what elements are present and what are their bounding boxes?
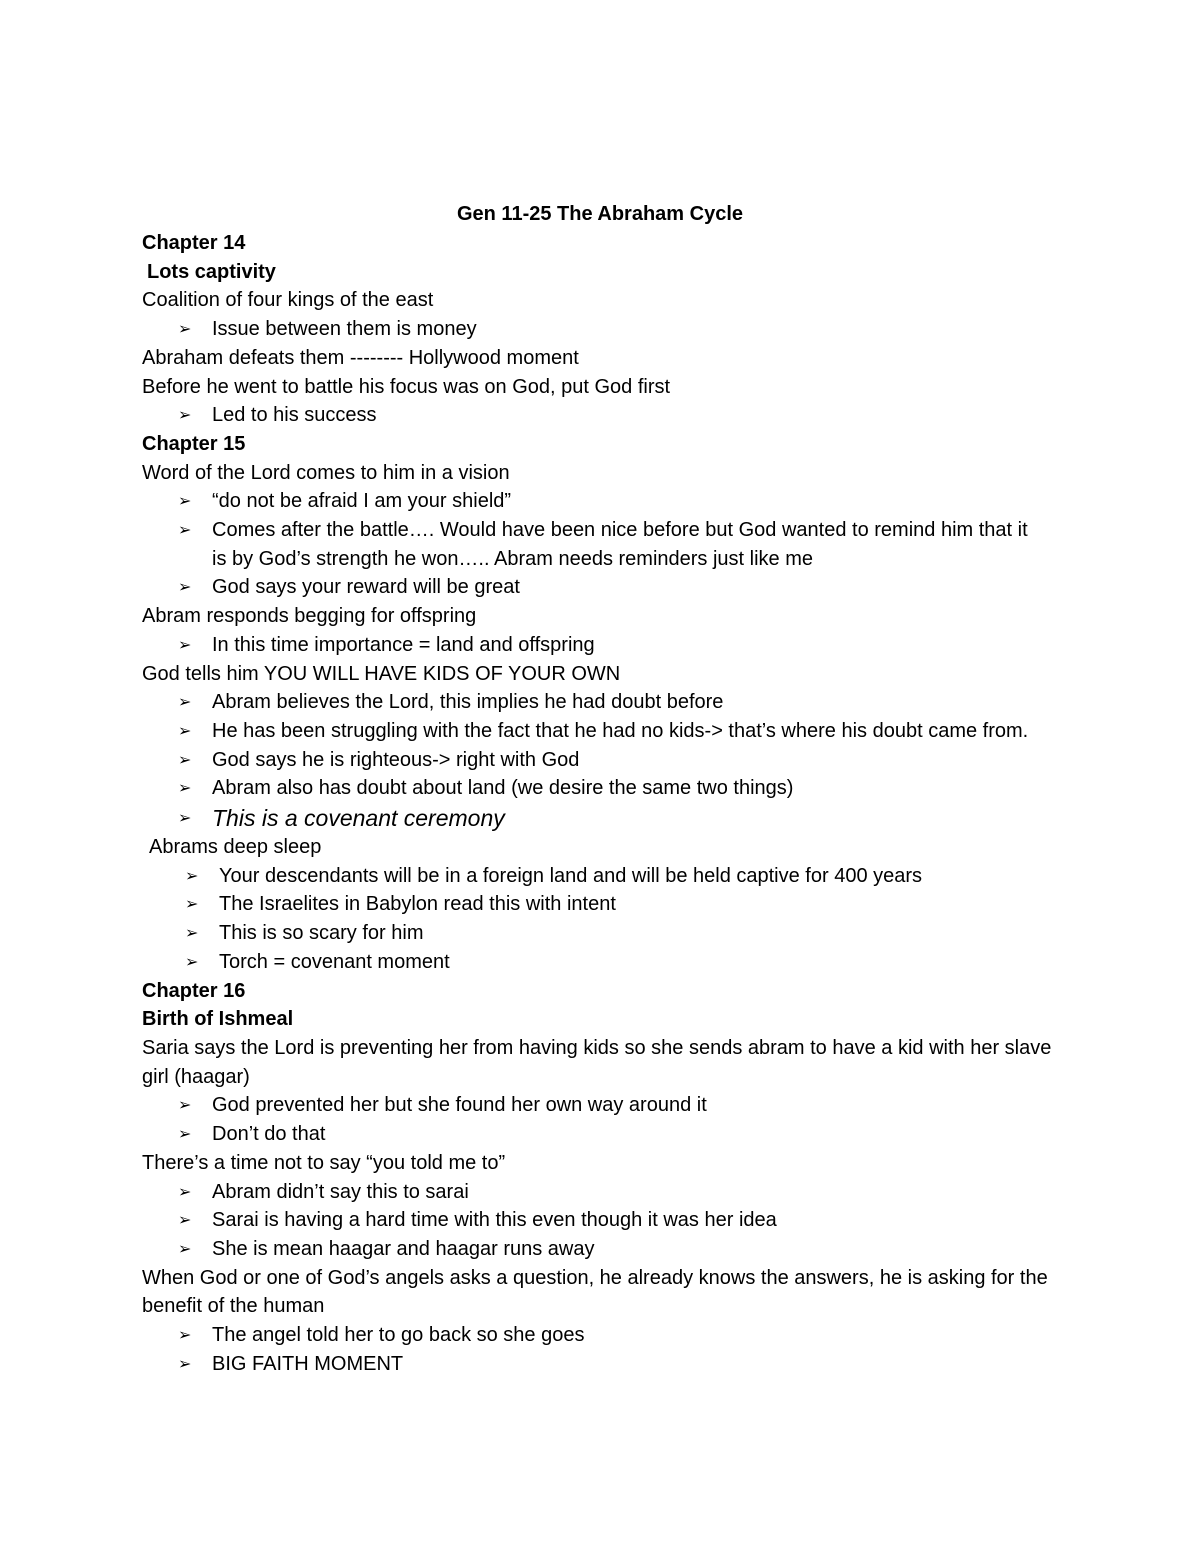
arrow-bullet-icon: ➢ xyxy=(178,1325,192,1345)
bullet-item: ➢ He has been struggling with the fact that he had no kids-> that’s where his doubt came from. xyxy=(142,717,1042,746)
bullet-item: ➢ Your descendants will be in a foreign land and will be held captive for 400 years xyxy=(142,862,1102,891)
arrow-bullet-icon: ➢ xyxy=(185,894,199,914)
arrow-bullet-icon: ➢ xyxy=(178,1238,192,1258)
text-paragraph: Saria says the Lord is preventing her from having kids so she sends abram to have a kid with her slave girl (haagar) xyxy=(142,1036,1052,1088)
arrow-bullet-icon: ➢ xyxy=(178,808,192,828)
arrow-bullet-icon: ➢ xyxy=(178,577,192,597)
bullet-item-emphasis: ➢ This is a covenant ceremony xyxy=(178,805,505,832)
document-page xyxy=(142,199,1102,1378)
bullet-item: ➢ The angel told her to go back so she goes xyxy=(142,1321,1102,1350)
bullet-item: ➢ Abram believes the Lord, this implies he had doubt before xyxy=(142,688,1102,717)
arrow-bullet-icon: ➢ xyxy=(178,1124,192,1144)
arrow-bullet-icon: ➢ xyxy=(178,1210,192,1230)
chapter-16-heading: Chapter 16 xyxy=(142,979,246,1002)
arrow-bullet-icon: ➢ xyxy=(185,923,199,943)
arrow-bullet-icon: ➢ xyxy=(178,720,192,740)
bullet-item: ➢ “do not be afraid I am your shield” xyxy=(142,487,1102,516)
bullet-item: ➢ Comes after the battle…. Would have been nice before but God wanted to remind him that it is by God’s strength he won….. Abram needs reminders just like me xyxy=(142,516,1042,573)
arrow-bullet-icon: ➢ xyxy=(178,1353,192,1373)
bullet-item: ➢ The Israelites in Babylon read this with intent xyxy=(142,890,1102,919)
text-line: Coalition of four kings of the east xyxy=(142,289,434,312)
bullet-item: ➢ God says he is righteous-> right with God xyxy=(142,746,1102,775)
arrow-bullet-icon: ➢ xyxy=(185,865,199,885)
arrow-bullet-icon: ➢ xyxy=(185,951,199,971)
chapter-14-heading: Chapter 14 xyxy=(142,232,246,254)
bullet-item: ➢ She is mean haagar and haagar runs away xyxy=(142,1235,1102,1264)
text-line: There’s a time not to say “you told me to” xyxy=(142,1151,506,1174)
arrow-bullet-icon: ➢ xyxy=(178,319,192,339)
bullet-item: ➢ Led to his success xyxy=(142,401,1102,430)
bullet-item: ➢ Issue between them is money xyxy=(142,315,1102,344)
arrow-bullet-icon: ➢ xyxy=(178,491,192,511)
bullet-item: ➢ Abram didn’t say this to sarai xyxy=(142,1178,1102,1207)
arrow-bullet-icon: ➢ xyxy=(178,749,192,769)
text-line: Abrams deep sleep xyxy=(149,836,322,859)
text-line: Before he went to battle his focus was on God, put God first xyxy=(142,375,671,398)
bullet-item: ➢ Sarai is having a hard time with this even though it was her idea xyxy=(142,1206,1102,1235)
bullet-item: ➢ Torch = covenant moment xyxy=(142,948,1102,977)
chapter-15-heading: Chapter 15 xyxy=(142,432,246,455)
arrow-bullet-icon: ➢ xyxy=(178,405,192,425)
text-line: Word of the Lord comes to him in a vision xyxy=(142,461,510,484)
bullet-item: ➢ This is so scary for him xyxy=(142,919,1102,948)
text-line: Abraham defeats them -------- Hollywood moment xyxy=(142,346,579,369)
arrow-bullet-icon: ➢ xyxy=(178,692,192,712)
bullet-item: ➢ Abram also has doubt about land (we desire the same two things) xyxy=(142,774,1102,803)
arrow-bullet-icon: ➢ xyxy=(178,634,192,654)
arrow-bullet-icon: ➢ xyxy=(178,778,192,798)
text-line: Abram responds begging for offspring xyxy=(142,605,477,628)
chapter-14-subheading: Lots captivity xyxy=(147,260,276,283)
bullet-item: ➢ BIG FAITH MOMENT xyxy=(142,1350,1102,1379)
arrow-bullet-icon: ➢ xyxy=(178,520,192,540)
bullet-item: ➢ Don’t do that xyxy=(142,1120,1102,1149)
text-paragraph: When God or one of God’s angels asks a question, he already knows the answers, he is asking for the benefit of the human xyxy=(142,1266,1048,1318)
chapter-16-subheading: Birth of Ishmeal xyxy=(142,1008,294,1031)
document-title: Gen 11-25 The Abraham Cycle xyxy=(456,203,744,225)
bullet-item: ➢ In this time importance = land and offspring xyxy=(142,631,1102,660)
text-line: God tells him YOU WILL HAVE KIDS OF YOUR OWN xyxy=(142,662,621,685)
bullet-item: ➢ God prevented her but she found her own way around it xyxy=(142,1091,1102,1120)
arrow-bullet-icon: ➢ xyxy=(178,1095,192,1115)
arrow-bullet-icon: ➢ xyxy=(178,1181,192,1201)
bullet-item: ➢ God says your reward will be great xyxy=(142,573,1102,602)
